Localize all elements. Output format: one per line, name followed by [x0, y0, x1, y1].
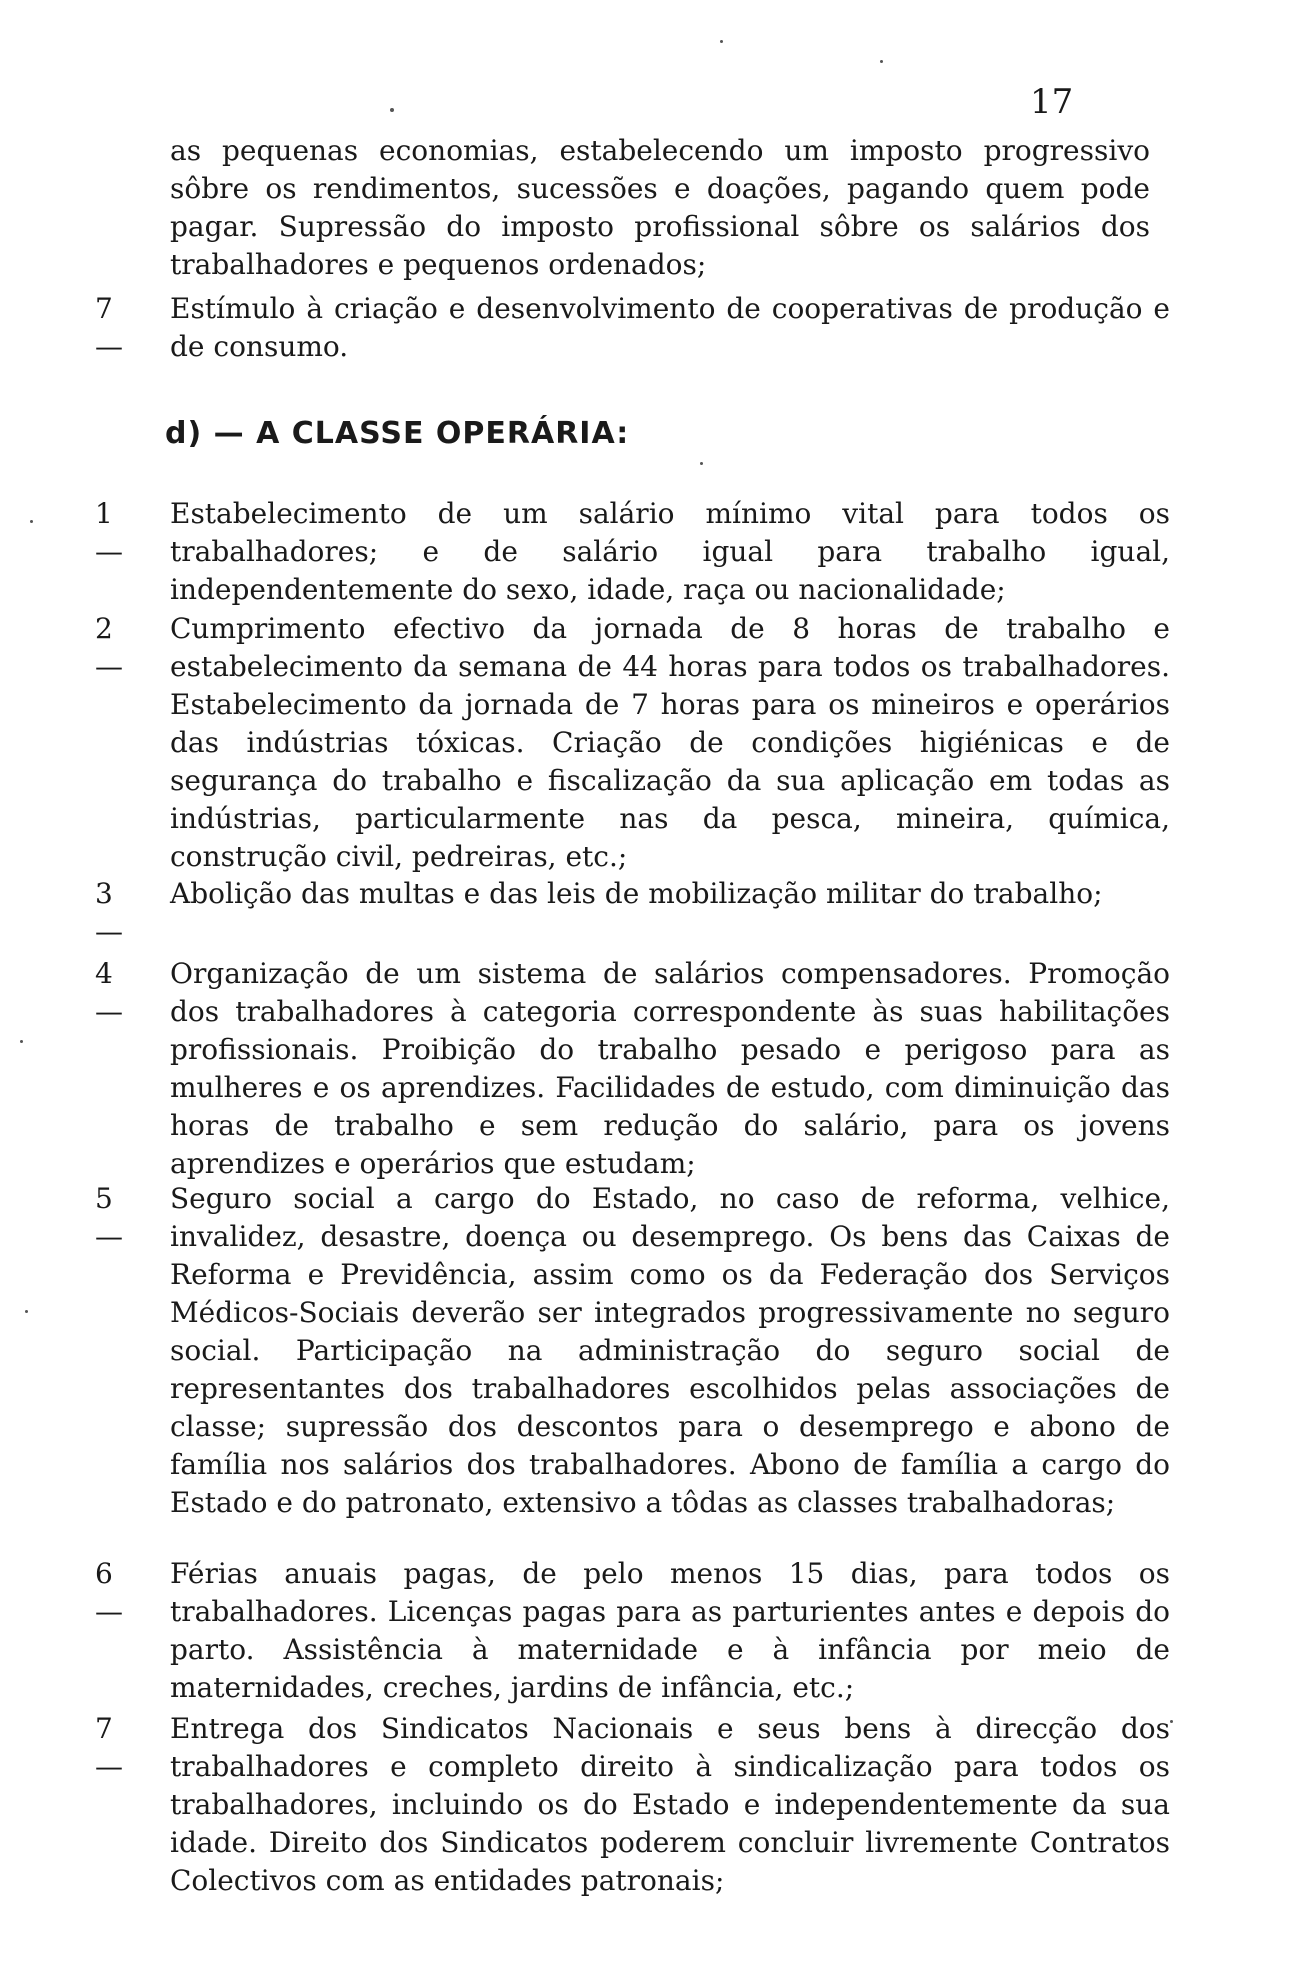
list-item: [95, 875, 1175, 951]
list-item-number: 7 —: [95, 1712, 123, 1783]
scan-speck: [720, 40, 723, 43]
scan-speck: [390, 108, 394, 112]
list-item: [95, 1180, 1175, 1519]
list-item-text: Estabelecimento de um salário mínimo vital para todos os trabalhadores; e de salário igual para trabalho igual, independentemente do sexo, idade, raça ou nacionalidade;: [170, 497, 1170, 606]
list-item: [95, 610, 1175, 873]
list-item-text: Entrega dos Sindicatos Nacionais e seus bens à direcção dos trabalhadores e completo direito à sindicalização para todos os trabalhadores, incluindo os do Estado e independentemente da sua idade. Direito dos Sindicatos poderem concluir livremente Contratos Colectivos com as entidades patronais;: [170, 1712, 1170, 1897]
list-item-text: Organização de um sistema de salários compensadores. Promoção dos trabalhadores à categoria correspondente às suas habilitações profissionais. Proibição do trabalho pesado e perigoso para as mulheres e os aprendizes. Facilidades de estudo, com diminuição das horas de trabalho e sem redução do salário, para os jovens aprendizes e operários que estudam;: [170, 957, 1170, 1180]
list-item-number: 1 —: [95, 497, 123, 568]
list-item-text: Férias anuais pagas, de pelo menos 15 dias, para todos os trabalhadores. Licenças pagas para as parturientes antes e depois do parto. Assistência à maternidade e à infância por meio de maternidades, creches, jardins de infância, etc.;: [170, 1557, 1170, 1704]
list-item-text: Abolição das multas e das leis de mobilização militar do trabalho;: [170, 877, 1103, 910]
list-item-number: 5 —: [95, 1182, 123, 1253]
list-item: [95, 955, 1175, 1180]
scan-speck: [25, 1310, 28, 1313]
scan-speck: [880, 60, 883, 63]
list-item-text: Estímulo à criação e desenvolvimento de cooperativas de produção e de consumo.: [170, 292, 1170, 363]
list-item-number: 7 —: [95, 292, 123, 363]
scan-speck: [700, 462, 703, 465]
scan-speck: [20, 1040, 23, 1043]
scan-speck: [1170, 1720, 1173, 1723]
list-item-cooperatives: [95, 290, 1175, 366]
page-number: 17: [1030, 82, 1074, 122]
intro-paragraph: as pequenas economias, estabelecendo um imposto progressivo sôbre os rendimentos, sucessões e doações, pagando quem pode pagar. Supressão do imposto profissional sôbre os salários dos trabalhadores e pequenos ordenados;: [170, 134, 1150, 281]
list-item-number: 2 —: [95, 612, 123, 683]
list-item-text: Cumprimento efectivo da jornada de 8 horas de trabalho e estabelecimento da semana de 44 horas para todos os trabalhadores. Estabelecimento da jornada de 7 horas para os mineiros e operários das indústrias tóxicas. Criação de condições higiénicas e de segurança do trabalho e fiscalização da sua aplicação em todas as indústrias, particularmente nas da pesca, mineira, química, construção civil, pedreiras, etc.;: [170, 612, 1170, 873]
list-item: [95, 1555, 1175, 1704]
list-item: [95, 495, 1175, 606]
list-item-number: 3 —: [95, 877, 123, 948]
scan-speck: [30, 520, 33, 523]
list-item-number: 4 —: [95, 957, 123, 1028]
list-item-number: 6 —: [95, 1557, 123, 1628]
list-item: [95, 1710, 1175, 1897]
list-item-text: Seguro social a cargo do Estado, no caso de reforma, velhice, invalidez, desastre, doença ou desemprego. Os bens das Caixas de Reforma e Previdência, assim como os da Federação dos Serviços Médicos-Sociais deverão ser integrados progressivamente no seguro social. Participação na administração do seguro social de representantes dos trabalhadores escolhidos pelas associações de classe; supressão dos descontos para o desemprego e abono de família nos salários dos trabalhadores. Abono de família a cargo do Estado e do patronato, extensivo a tôdas as classes trabalhadoras;: [170, 1182, 1170, 1519]
section-heading: d) — A CLASSE OPERÁRIA:: [165, 416, 630, 451]
